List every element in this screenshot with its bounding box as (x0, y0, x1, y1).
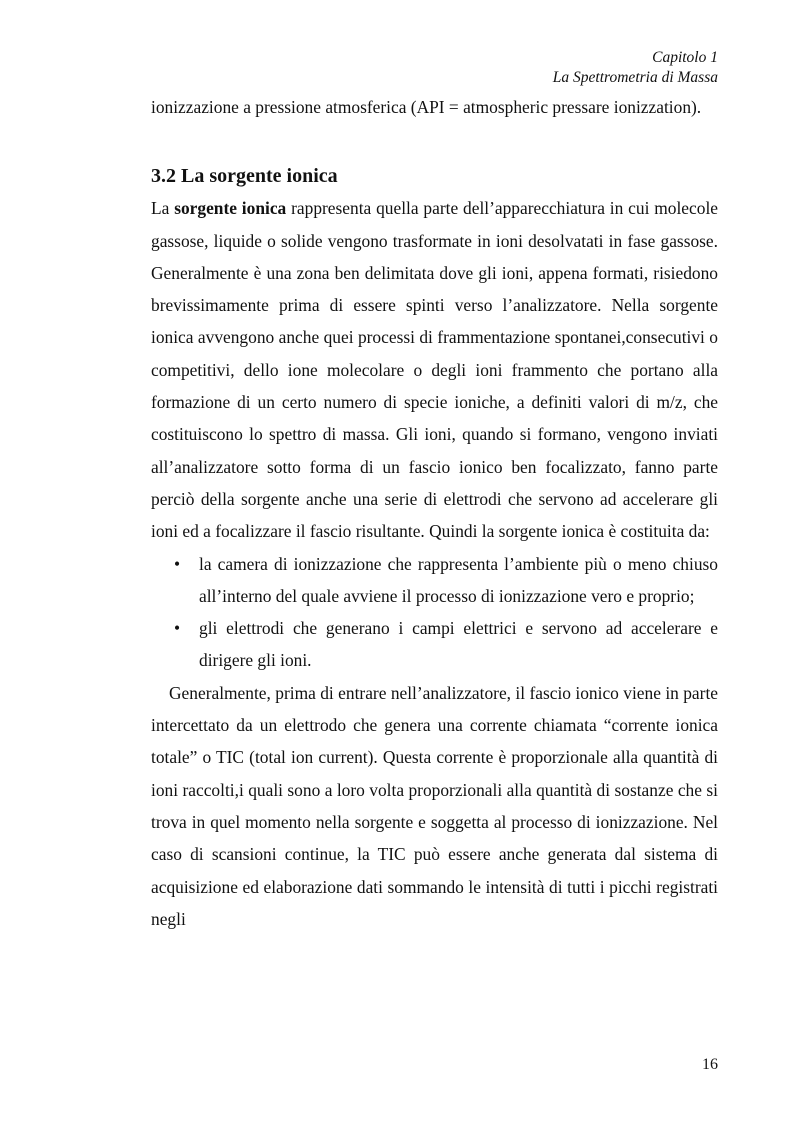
body-text (151, 91, 718, 935)
section-heading: 3.2 La sorgente ionica (151, 165, 338, 188)
bullet-list (151, 548, 718, 677)
running-header (553, 48, 718, 88)
list-item-text: gli elettrodi che generano i campi elettrici e servono ad accelerare e dirigere gli ioni. (199, 618, 718, 671)
list-item-text: la camera di ionizzazione che rappresenta l’ambiente più o meno chiuso all’interno del quale avviene il processo di ionizzazione vero e proprio; (199, 553, 718, 606)
bullet-icon: • (174, 618, 181, 639)
paragraph-sorgente (151, 192, 718, 547)
intro-paragraph: ionizzazione a pressione atmosferica (API = atmospheric pressare ionizzation). (151, 97, 702, 117)
paragraph-rest: rappresenta quella parte dell’apparecchiatura in cui molecole gassose, liquide o solide vengono trasformate in ioni desolvatati in fase gassose. Generalmente è una zona ben delimitata dove gli ioni, appena formati, risiedono brevissimamente prima di essere spinti verso l’analizzatore. Nella sorgente ionica avvengono anche quei processi di frammentazione spontanei,consecutivi o competitivi, dello ione molecolare o degli ioni frammento che portano alla formazione di un certo numero di specie ioniche, a definiti valori di m/z, che costituiscono lo spettro di massa. Gli ioni, quando si formano, vengono inviati all’analizzatore sotto forma di un fascio ionico ben focalizzato, fanno parte perciò della sorgente anche una serie di elettrodi che servono ad accelerare gli ioni ed a focalizzare il fascio risultante. Quindi la sorgente ionica è costituita da: (151, 198, 718, 542)
bullet-icon: • (174, 553, 181, 574)
paragraph-start: La (151, 198, 175, 219)
chapter-number: Capitolo 1 (652, 49, 718, 66)
paragraph-tic: Generalmente, prima di entrare nell’analizzatore, il fascio ionico viene in parte intercettato da un elettrodo che genera una corrente chiamata “corrente ionica totale” o TIC (total ion current). Questa corrente è proporzionale alla quantità di ioni raccolti,i quali sono a loro volta proporzionali alla quantità di sostanze che si trova in quel momento nella sorgente e soggetta al processo di ionizzazione. Nel caso di scansioni continue, la TIC può essere anche generata dal sistema di acquisizione ed elaborazione dati sommando le intensità di tutti i picchi registrati negli (151, 682, 718, 929)
chapter-title: La Spettrometria di Massa (552, 69, 718, 86)
list-item (174, 612, 718, 677)
list-item (174, 548, 718, 613)
page-number: 16 (702, 1056, 718, 1073)
bold-term: sorgente ionica (174, 198, 287, 219)
